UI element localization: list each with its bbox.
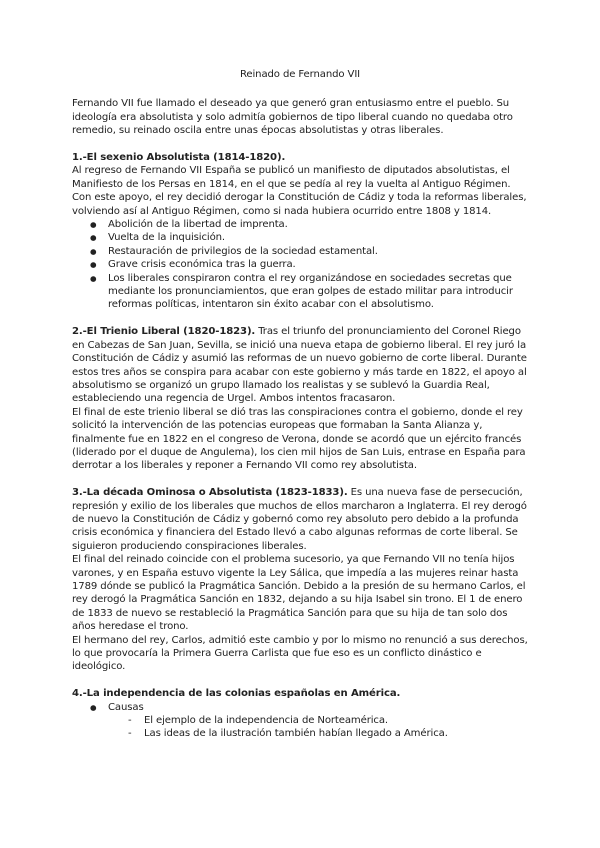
section1-heading: 1.-El sexenio Absolutista (1814-1820). [72, 152, 286, 164]
list-item: ● Restauración de privilegios de la sociedad estamental. [72, 245, 528, 258]
intro-paragraph: Fernando VII fue llamado el deseado ya que generó gran entusiasmo entre el pueblo. Su ideología era absolutista y solo admitía gobiernos de tipo liberal cuando no quedaba otro remedio, su reinado oscila entre unas épocas absolutistas y otras liberales. [72, 98, 513, 137]
section4-bullet-list [72, 701, 528, 714]
list-item: - Las ideas de la ilustración también habían llegado a América. [72, 727, 528, 740]
list-item: - El ejemplo de la independencia de Norteamérica. [72, 714, 528, 727]
section1-bullet-list [72, 218, 528, 312]
section2-paragraph [72, 325, 528, 405]
section4-heading: 4.-La independencia de las colonias españolas en América. [72, 688, 401, 700]
document-page [72, 68, 528, 741]
list-item: ● Grave crisis económica tras la guerra. [72, 258, 528, 271]
section3-text: Es una nueva fase de persecución, represión y exilio de los liberales que muchos de ellos marcharon a Inglaterra. El rey derogó de nuevo la Constitución de Cádiz y gobernó como rey absoluto pero debido a la profunda crisis económica y financiera del Estado llevó a cabo algunas reformas de corte liberal. Se siguieron produciendo conspiraciones liberales. [72, 487, 527, 552]
list-item: ● Vuelta de la inquisición. [72, 231, 528, 244]
list-item: ● Los liberales conspiraron contra el rey organizándose en sociedades secretas que mediante los pronunciamientos, que eran golpes de estado militar para introducir reformas políticas, intentaron sin éxito acabar con el absolutismo. [72, 272, 528, 312]
section3-paragraph [72, 486, 528, 553]
section4-dash-list [72, 714, 528, 741]
list-item: ● Causas [72, 701, 528, 714]
section3-text2: El final del reinado coincide con el problema sucesorio, ya que Fernando VII no tenía hijos varones, y en España estuvo vigente la Ley Sálica, que impedía a las mujeres reinar hasta 1789 dónde se publicó la Pragmática Sanción. Debido a la presión de su hermano Carlos, el rey derogó la Pragmática Sanción en 1832, dejando a su hija Isabel sin trono. El 1 de enero de 1833 de nuevo se restableció la Pragmática Sanción para que su hija de tan solo dos años heredase el trono. [72, 554, 526, 633]
section3-heading: 3.-La década Ominosa o Absolutista (1823-1833). [72, 487, 348, 499]
section2-heading: 2.-El Trienio Liberal (1820-1823). [72, 326, 256, 338]
section3-text3: El hermano del rey, Carlos, admitió este cambio y por lo mismo no renunció a sus derechos, lo que provocaría la Primera Guerra Carlista que fue eso es un conflicto dinástico e ideológico. [72, 634, 528, 673]
section2-text2: El final de este trienio liberal se dió tras las conspiraciones contra el gobierno, donde el rey solicitó la intervención de las potencias europeas que formaban la Santa Alianza y, finalmente fue en 1822 en el congreso de Verona, donde se acordó que un ejército francés (liderado por el duque de Angulema), los cien mil hijos de San Luis, entrase en España para derrotar a los liberales y reponer a Fernando VII como rey absolutista. [72, 406, 526, 472]
section1-text: Al regreso de Fernando VII España se publicó un manifiesto de diputados absolutistas, el Manifiesto de los Persas en 1814, en el que se pedía al rey la vuelta al Antiguo Régimen. Con este apoyo, el rey decidió derogar la Constitución de Cádiz y toda la reformas liberales, volviendo así al Antiguo Régimen, como si nada hubiera ocurrido entre 1808 y 1814. [72, 165, 527, 217]
document-title: Reinado de Fernando VII [239, 69, 361, 80]
list-item: ● Abolición de la libertad de imprenta. [72, 218, 528, 231]
section2-text: Tras el triunfo del pronunciamiento del Coronel Riego en Cabezas de San Juan, Sevilla, se inició una nueva etapa de gobierno liberal. El rey juró la Constitución de Cádiz y asumió las reformas de un nuevo gobierno de corte liberal. Durante estos tres años se conspira para acabar con este gobierno y más tarde en 1822, el apoyo al absolutismo se organizó un grupo llamado los realistas y se sublevó la Guardia Real, estableciendo una regencia de Urgel. Ambos intentos fracasaron. [72, 326, 527, 405]
